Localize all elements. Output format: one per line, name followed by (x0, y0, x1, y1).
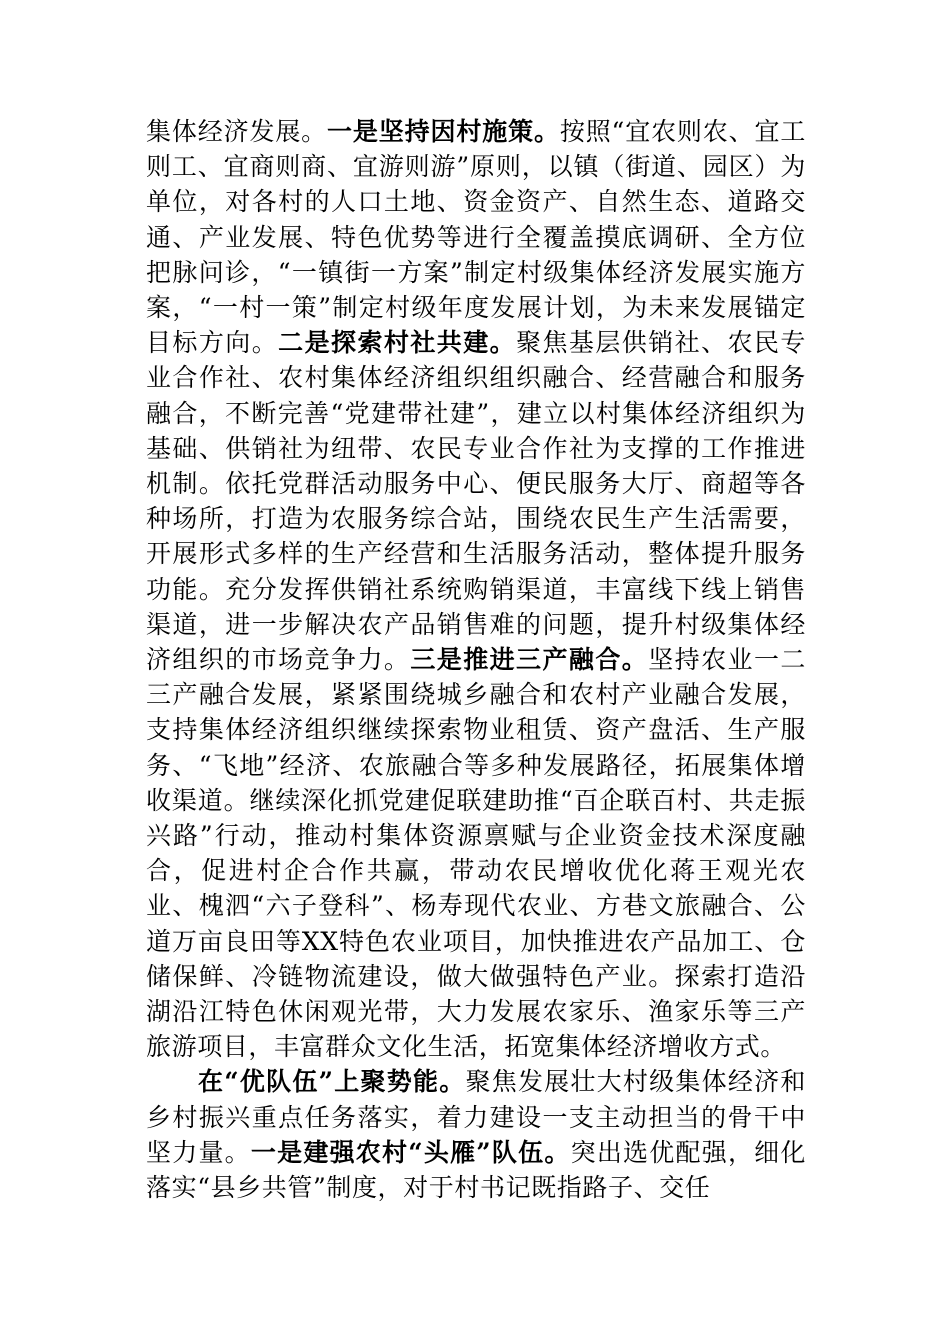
document-page (146, 114, 806, 1205)
bold-heading-2: 二是探索村社共建。 (278, 328, 517, 358)
paragraph-1 (146, 114, 806, 1064)
text-segment: 按照“宜农则农、宜工则工、宜商则商、宜游则游”原则，以镇（街道、园区）为单位，对各村的人口土地、资金资产、自然生态、道路交通、产业发展、特色优势等进行全覆盖摸底调研、全方位把脉问诊，“一镇街一方案”制定村级集体经济发展实施方案，“一村一策”制定村级年度发展计划，为未来发展锚定目标方向。 (146, 117, 806, 358)
text-segment: 坚持农业一二三产融合发展，紧紧围绕城乡融合和农村产业融合发展，支持集体经济组织继续探索物业租赁、资产盘活、生产服务、“飞地”经济、农旅融合等多种发展路径，拓展集体增收渠道。继续深化抓党建促联建助推“百企联百村、共走振兴路”行动，推动村集体资源禀赋与企业资金技术深度融合，促进村企合作共赢，带动农民增收优化蒋王观光农业、槐泗“六子登科”、杨寿现代农业、方巷文旅融合、公道万亩良田等XX特色农业项目，加快推进农产品加工、仓储保鲜、冷链物流建设，做大做强特色产业。探索打造沿湖沿江特色休闲观光带，大力发展农家乐、渔家乐等三产旅游项目，丰富群众文化生活，拓宽集体经济增收方式。 (146, 645, 806, 1062)
text-segment: 集体经济发展。 (146, 117, 328, 146)
text-segment: 突出选优配强，细化落实“县乡共管”制度，对于村书记既指路子、交任 (146, 1137, 806, 1203)
paragraph-2 (146, 1064, 806, 1205)
bold-heading-3: 三是推进三产融合。 (410, 645, 649, 675)
bold-heading-4: 一是建强农村“头雁”队伍。 (250, 1137, 571, 1167)
section-heading: 在“优队伍”上聚势能。 (198, 1067, 466, 1097)
text-segment: 聚焦基层供销社、农民专业合作社、农村集体经济组织组织融合、经营融合和服务融合，不断完善“党建带社建”，建立以村集体经济组织为基础、供销社为纽带、农民专业合作社为支撑的工作推进机制。依托党群活动服务中心、便民服务大厅、商超等各种场所，打造为农服务综合站，围绕农民生产生活需要，开展形式多样的生产经营和生活服务活动，整体提升服务功能。充分发挥供销社系统购销渠道，丰富线下线上销售渠道，进一步解决农产品销售难的问题，提升村级集体经济组织的市场竞争力。 (146, 328, 806, 675)
text-segment: 聚焦发展壮大村级集体经济和乡村振兴重点任务落实，着力建设一支主动担当的骨干中坚力量。 (146, 1067, 806, 1167)
bold-heading-1: 一是坚持因村施策。 (327, 117, 560, 146)
